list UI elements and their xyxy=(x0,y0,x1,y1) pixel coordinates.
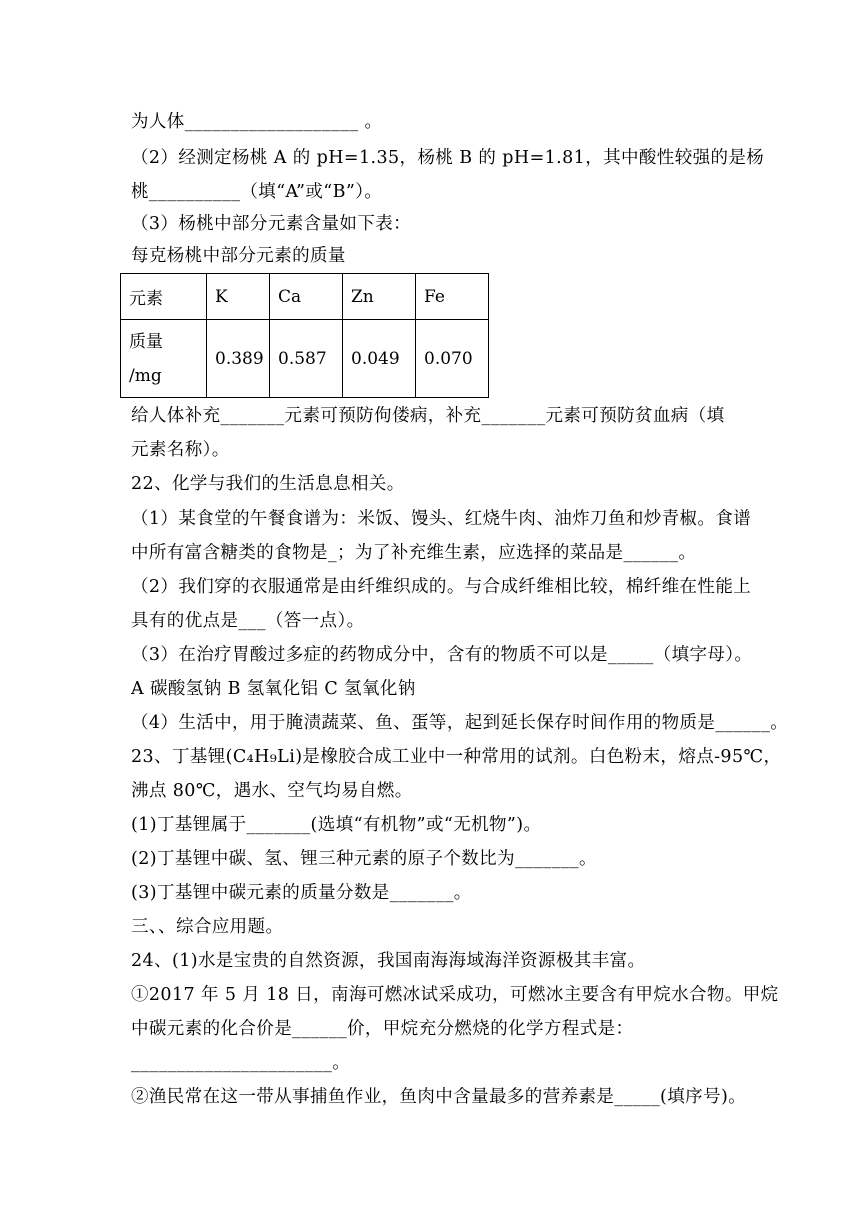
text-line: (2)丁基锂中碳、氢、锂三种元素的原子个数比为_______。 xyxy=(131,849,597,869)
text-line: （1）某食堂的午餐食谱为：米饭、馒头、红烧牛肉、油炸刀鱼和炒青椒。食谱 xyxy=(131,509,752,529)
table-cell: 0.049 xyxy=(343,320,416,398)
text-line: 给人体补充_______元素可预防佝偻病，补充_______元素可预防贫血病（填 xyxy=(131,406,725,426)
table-header-cell: Zn xyxy=(343,274,416,320)
question-heading: 24、(1)水是宝贵的自然资源，我国南海海域海洋资源极其丰富。 xyxy=(131,951,646,971)
text-line: (3)丁基锂中碳元素的质量分数是_______。 xyxy=(131,883,472,903)
answer-options: A 碳酸氢钠 B 氢氧化铝 C 氢氧化钠 xyxy=(131,679,416,699)
table-row xyxy=(121,320,489,398)
text-line: ①2017 年 5 月 18 日，南海可燃冰试采成功，可燃冰主要含有甲烷水合物。甲烷 xyxy=(131,985,779,1005)
table-header-row xyxy=(121,274,489,320)
text-line: （2）经测定杨桃 A 的 pH=1.35，杨桃 B 的 pH=1.81，其中酸性较强的是杨 xyxy=(131,148,765,168)
table-caption: 每克杨桃中部分元素的质量 xyxy=(131,246,346,266)
question-heading: 22、化学与我们的生活息息相关。 xyxy=(131,474,405,494)
table-cell: 0.587 xyxy=(270,320,343,398)
text-line: 中碳元素的化合价是______价，甲烷充分燃烧的化学方程式是： xyxy=(131,1019,634,1039)
text-line: （4）生活中，用于腌渍蔬菜、鱼、蛋等，起到延长保存时间作用的物质是______。 xyxy=(131,713,789,733)
section-heading: 三、、综合应用题。 xyxy=(131,917,284,937)
table-header-cell: Fe xyxy=(416,274,489,320)
table-row-label xyxy=(121,320,207,398)
table-cell: 0.070 xyxy=(416,320,489,398)
text-line: 桃__________（填“A”或“B”）。 xyxy=(131,182,383,202)
text-line: 元素名称）。 xyxy=(131,440,230,460)
text-line: 沸点 80℃，遇水、空气均易自燃。 xyxy=(131,781,413,801)
text-line: 为人体___________________ 。 xyxy=(131,112,383,132)
text-line: (1)丁基锂属于_______(选填“有机物”或“无机物”)。 xyxy=(131,815,542,835)
table-cell: 0.389 xyxy=(207,320,270,398)
row-label-line-1: 质量 xyxy=(129,331,163,352)
text-line: ______________________。 xyxy=(131,1053,351,1073)
question-heading: 23、丁基锂(C₄H₉Li)是橡胶合成工业中一种常用的试剂。白色粉末，熔点-95℃， xyxy=(131,747,782,767)
text-line: 中所有富含糖类的食物是_；为了补充维生素，应选择的菜品是______。 xyxy=(131,543,697,563)
text-line: （3）杨桃中部分元素含量如下表： xyxy=(131,214,412,234)
text-line: （2）我们穿的衣服通常是由纤维织成的。与合成纤维相比较，棉纤维在性能上 xyxy=(131,577,752,597)
text-line: （3）在治疗胃酸过多症的药物成分中，含有的物质不可以是_____（填字母）。 xyxy=(131,645,753,665)
text-line: 具有的优点是___（答一点）。 xyxy=(131,611,365,631)
text-line: ②渔民常在这一带从事捕鱼作业，鱼肉中含量最多的营养素是_____(填序号)。 xyxy=(131,1087,747,1107)
table-header-cell: K xyxy=(207,274,270,320)
row-label-line-2: /mg xyxy=(129,365,162,386)
table-header-cell: 元素 xyxy=(121,274,207,320)
element-mass-table xyxy=(120,273,489,398)
table-header-cell: Ca xyxy=(270,274,343,320)
